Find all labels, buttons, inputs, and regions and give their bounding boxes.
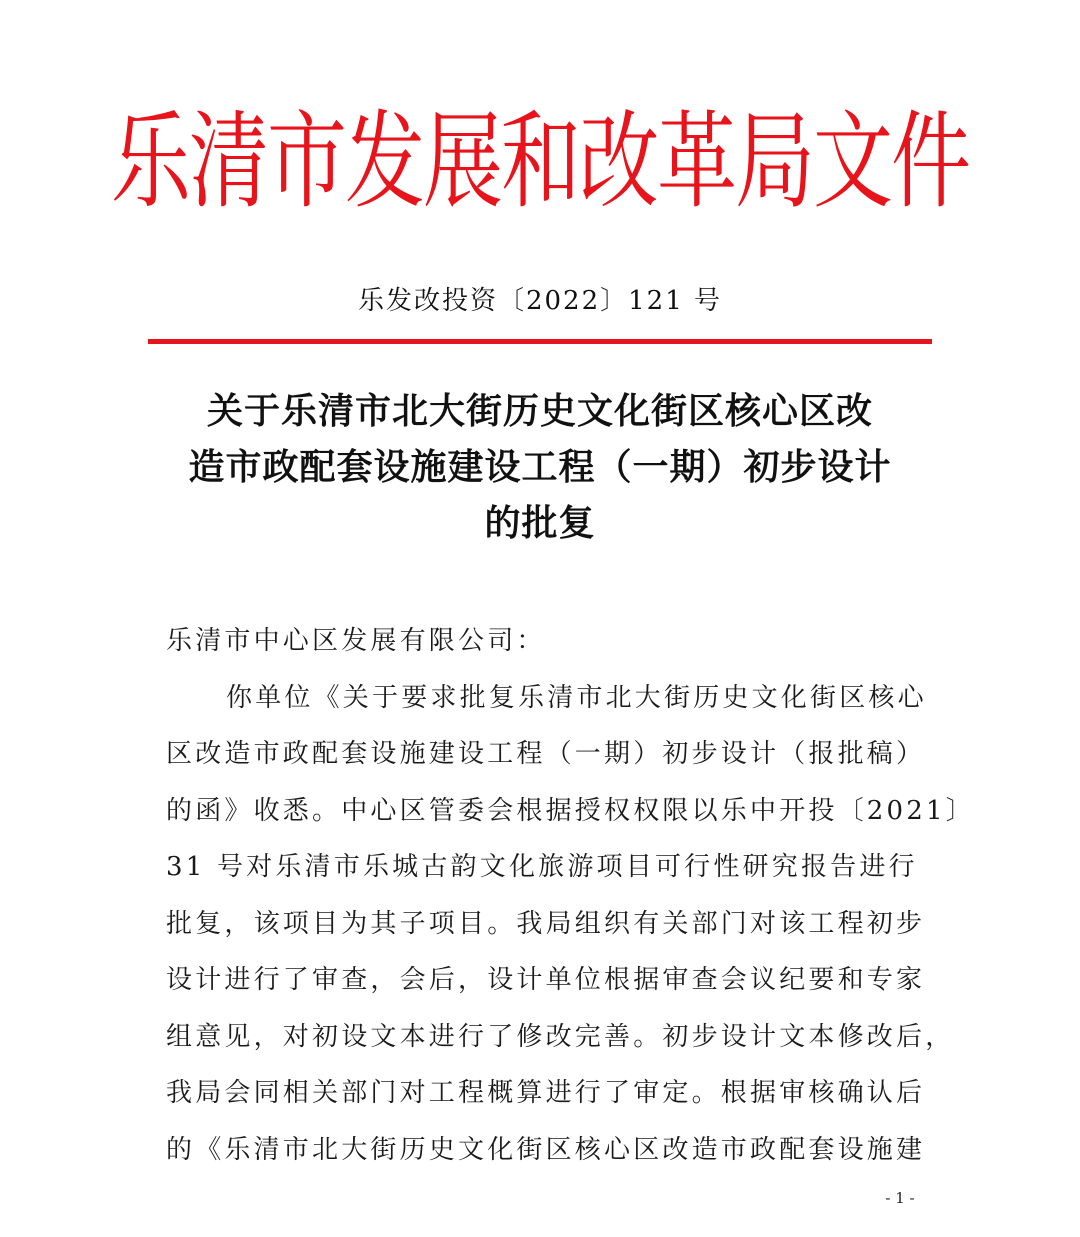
title-line: 关于乐清市北大街历史文化街区核心区改	[206, 391, 873, 432]
title-line: 造市政配套设施建设工程（一期）初步设计	[188, 447, 892, 488]
paragraph-line: 组意见，对初设文本进行了修改完善。初步设计文本修改后，	[166, 1021, 955, 1052]
issuer-header-title: 乐清市发展和改革局文件	[111, 100, 969, 224]
paragraph-line: 区改造市政配套设施建设工程（一期）初步设计（报批稿）	[166, 739, 926, 769]
addressee: 乐清市中心区发展有限公司：	[166, 626, 546, 656]
paragraph-line: 的函》收悉。中心区管委会根据授权权限以乐中开投〔2021〕	[166, 795, 975, 826]
paragraph-line: 你单位《关于要求批复乐清市北大街历史文化街区核心	[226, 682, 927, 713]
page-number: - 1 -	[885, 1189, 915, 1207]
red-divider-rule	[148, 339, 932, 344]
paragraph-line: 31 号对乐清市乐城古韵文化旅游项目可行性研究报告进行	[166, 852, 918, 882]
document-body	[166, 613, 975, 1178]
paragraph-line: 设计进行了审查，会后，设计单位根据审查会议纪要和专家	[166, 965, 926, 995]
paragraph-line: 我局会同相关部门对工程概算进行了审定。根据审核确认后	[166, 1078, 926, 1108]
paragraph-line: 批复，该项目为其子项目。我局组织有关部门对该工程初步	[166, 908, 926, 939]
title-line: 的批复	[484, 503, 596, 544]
paragraph-line: 的《乐清市北大街历史文化街区核心区改造市政配套设施建	[166, 1134, 926, 1165]
document-title	[140, 384, 940, 552]
document-number: 乐发改投资〔2022〕121 号	[357, 286, 723, 316]
